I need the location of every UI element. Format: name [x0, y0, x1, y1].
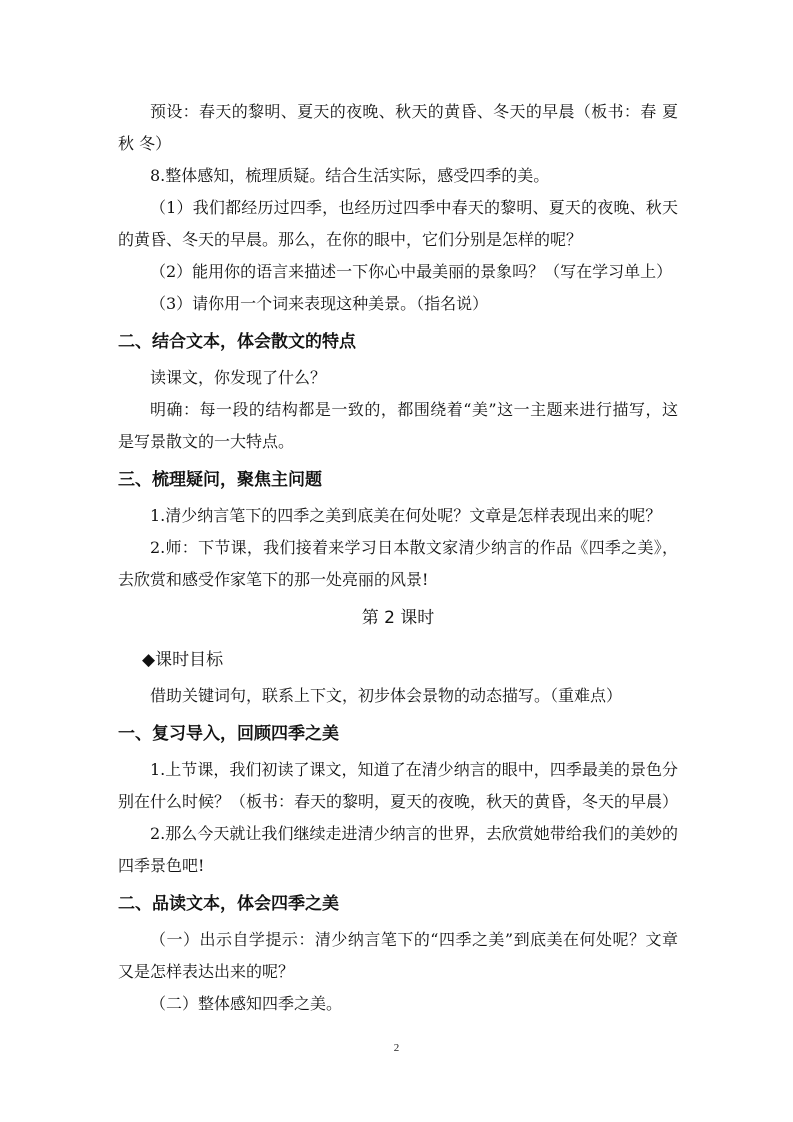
paragraph-preset: 预设：春天的黎明、夏天的夜晚、秋天的黄昏、冬天的早晨（板书：春 夏 秋 冬）: [118, 102, 678, 153]
paragraph-read-text: 读课文，你发现了什么？: [150, 368, 327, 387]
paragraph-question-1: （1）我们都经历过四季，也经历过四季中春天的黎明、夏天的夜晚、秋天的黄昏、冬天的早晨。那么，在你的眼中，它们分别是怎样的呢？: [118, 198, 678, 249]
paragraph-issue-1: 1.清少纳言笔下的四季之美到底美在何处呢？文章是怎样表现出来的呢？: [150, 506, 662, 525]
objective-heading: ◆课时目标: [142, 650, 224, 670]
section-heading-2: 二、结合文本，体会散文的特点: [118, 332, 356, 352]
paragraph-question-3: （3）请你用一个词来表现这种美景。（指名说）: [150, 294, 489, 313]
page-content: [118, 96, 678, 1020]
paragraph-question-2: （2）能用你的语言来描述一下你心中最美丽的景象吗？（写在学习单上）: [150, 262, 673, 281]
paragraph-objective: 借助关键词句，联系上下文，初步体会景物的动态描写。（重难点）: [150, 686, 623, 705]
paragraph-clarify: 明确：每一段的结构都是一致的，都围绕着“美”这一主题来进行描写，这是写景散文的一大特点。: [118, 400, 678, 451]
paragraph-review-2: 2.那么今天就让我们继续走进清少纳言的世界，去欣赏她带给我们的美妙的四季景色吧!: [118, 824, 678, 875]
section-heading-review: 一、复习导入，回顾四季之美: [118, 724, 339, 744]
paragraph-review-1: 1.上节课，我们初读了课文，知道了在清少纳言的眼中，四季最美的景色分别在什么时候？（板书：春天的黎明，夏天的夜晚，秋天的黄昏，冬天的早晨）: [118, 760, 679, 811]
paragraph-overall: （二）整体感知四季之美。: [150, 994, 343, 1013]
section-heading-reading: 二、品读文本，体会四季之美: [118, 894, 339, 914]
paragraph-issue-2: 2.师：下节课，我们接着来学习日本散文家清少纳言的作品《四季之美》，去欣赏和感受作家笔下的那一处亮丽的风景!: [118, 538, 678, 589]
section-heading-3: 三、梳理疑问，聚焦主问题: [118, 470, 322, 490]
page-number: 2: [393, 1042, 400, 1054]
paragraph-self-study: （一）出示自学提示：清少纳言笔下的“四季之美”到底美在何处呢？文章又是怎样表达出来的呢？: [118, 930, 678, 981]
lesson-title: 第 2 课时: [361, 608, 435, 628]
paragraph-step-8: 8.整体感知，梳理质疑。结合生活实际，感受四季的美。: [150, 166, 550, 185]
